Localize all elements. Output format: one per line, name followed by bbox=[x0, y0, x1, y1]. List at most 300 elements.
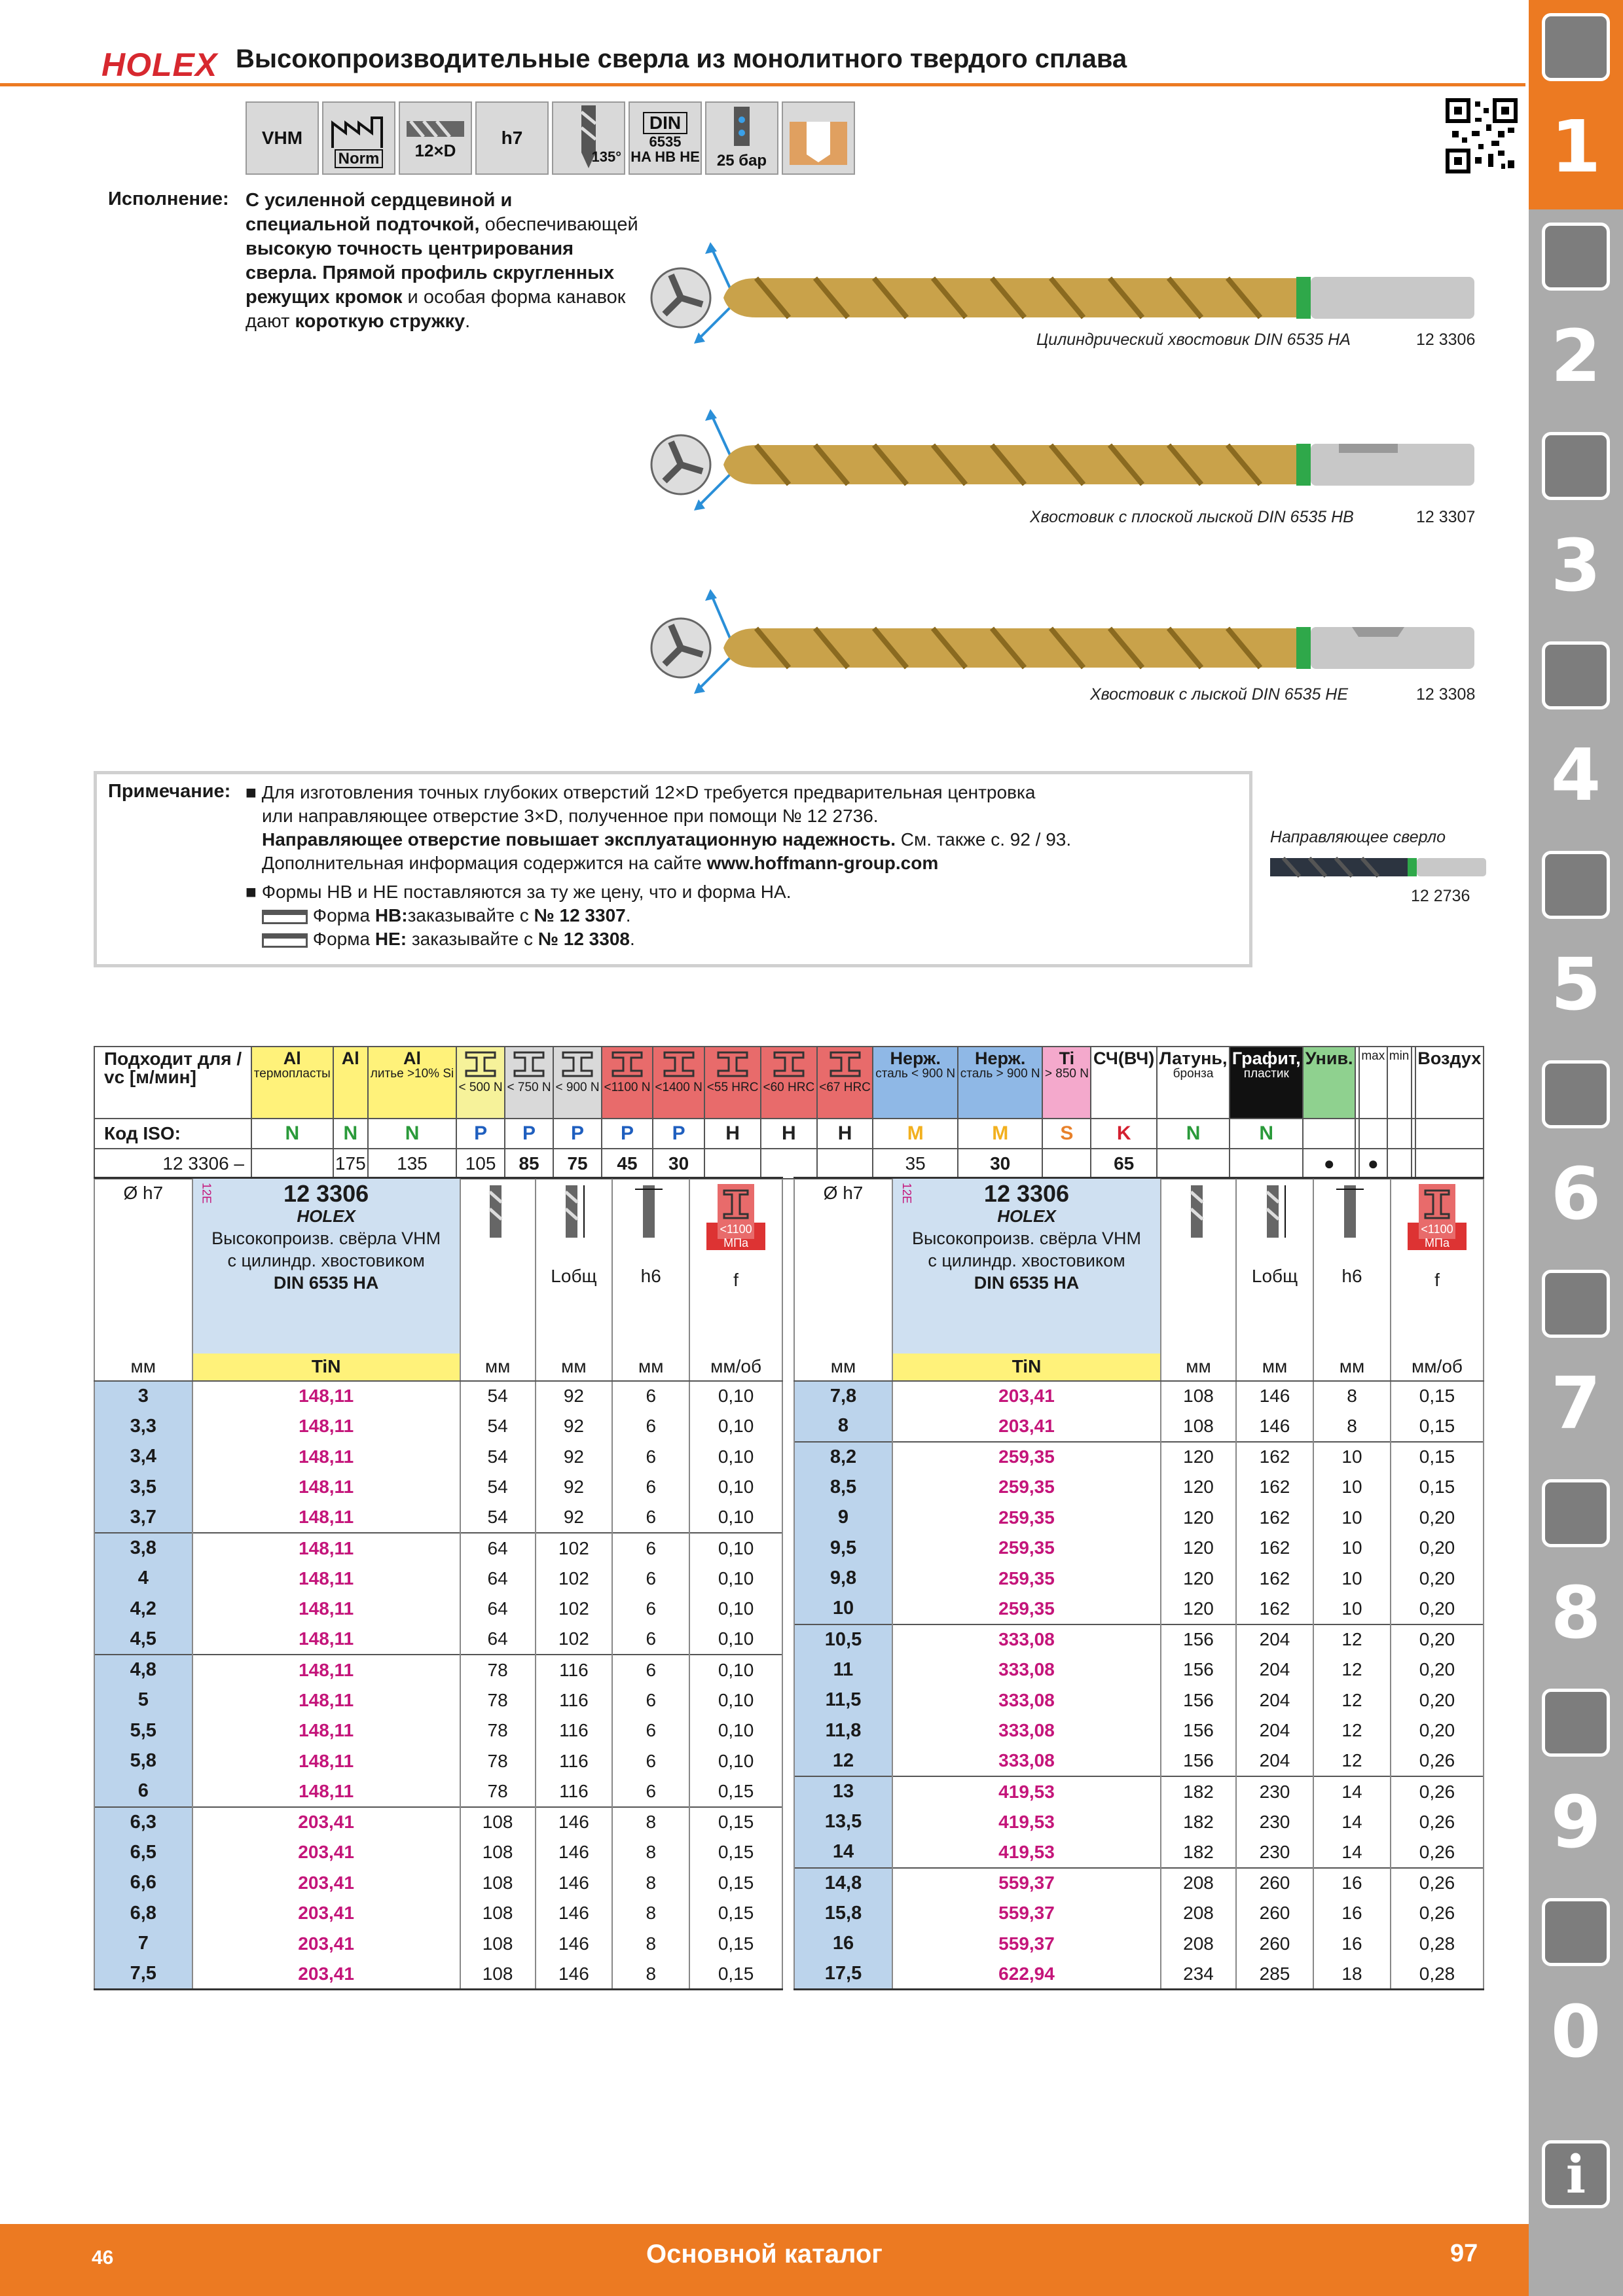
cutting-speed: 85 bbox=[505, 1149, 553, 1179]
cutting-speed bbox=[761, 1149, 817, 1179]
diameter-cell: 9,5 bbox=[794, 1533, 892, 1564]
flute-length-cell: 64 bbox=[460, 1594, 536, 1624]
material-col-9: <60 HRC bbox=[761, 1047, 817, 1119]
material-col-16: Графит, пластик bbox=[1230, 1047, 1303, 1119]
flute-length-cell: 208 bbox=[1161, 1929, 1236, 1960]
flute-length-cell: 208 bbox=[1161, 1898, 1236, 1929]
insert-icon[interactable] bbox=[1542, 223, 1610, 291]
price-cell: 203,41 bbox=[192, 1929, 460, 1960]
price-cell: 259,35 bbox=[892, 1472, 1161, 1503]
shank-diameter-cell: 10 bbox=[1313, 1594, 1391, 1624]
diameter-cell: 3,4 bbox=[94, 1442, 192, 1473]
shank-diameter-cell: 10 bbox=[1313, 1564, 1391, 1594]
flute-length-cell: 64 bbox=[460, 1564, 536, 1594]
cabinet-icon[interactable] bbox=[1542, 1689, 1610, 1757]
saw-icon[interactable] bbox=[1542, 851, 1610, 919]
flute-length-cell: 120 bbox=[1161, 1503, 1236, 1534]
total-length-cell: 162 bbox=[1236, 1564, 1313, 1594]
feed-cell: 0,20 bbox=[1391, 1685, 1484, 1716]
total-length-cell: 260 bbox=[1236, 1898, 1313, 1929]
drill-length-icon bbox=[1178, 1183, 1220, 1242]
feed-cell: 0,15 bbox=[689, 1898, 782, 1929]
table-row[interactable] bbox=[794, 1655, 1484, 1685]
material-col-19: max bbox=[1359, 1047, 1387, 1119]
flute-length-cell: 156 bbox=[1161, 1685, 1236, 1716]
feed-cell: 0,15 bbox=[1391, 1411, 1484, 1442]
diameter-cell: 5,8 bbox=[94, 1746, 192, 1777]
product-article: 12 3306 bbox=[983, 1180, 1070, 1207]
table-row[interactable] bbox=[794, 1868, 1484, 1899]
diameter-cell: 15,8 bbox=[794, 1898, 892, 1929]
unit-cell: TiN bbox=[892, 1354, 1161, 1381]
price-cell: 203,41 bbox=[192, 1868, 460, 1899]
steel-beam-icon bbox=[826, 1050, 865, 1079]
qr-code[interactable] bbox=[1446, 98, 1518, 173]
price-cell: 203,41 bbox=[192, 1807, 460, 1838]
iso-label: Код ISO: bbox=[94, 1119, 251, 1149]
shank-diameter-cell: 12 bbox=[1313, 1655, 1391, 1685]
material-col-5: < 900 N bbox=[553, 1047, 602, 1119]
shank-hb-icon bbox=[262, 910, 308, 924]
price-cell: 148,11 bbox=[192, 1715, 460, 1746]
feed-cell: 0,15 bbox=[689, 1929, 782, 1960]
feed-cell: 0,15 bbox=[1391, 1442, 1484, 1473]
feed-cell: 0,10 bbox=[689, 1381, 782, 1412]
flute-length-cell: 182 bbox=[1161, 1776, 1236, 1807]
chuck-icon[interactable] bbox=[1542, 432, 1610, 500]
diameter-cell: 12 bbox=[794, 1746, 892, 1777]
table-row[interactable] bbox=[94, 1868, 782, 1899]
material-col-13: Ti > 850 N bbox=[1042, 1047, 1091, 1119]
material-col-17: Унив. bbox=[1303, 1047, 1355, 1119]
vhm-symbol: VHM bbox=[246, 101, 319, 175]
table-row[interactable] bbox=[94, 1381, 782, 1412]
drill-article-hb: 12 3307 bbox=[1416, 508, 1476, 526]
diameter-cell: 8,5 bbox=[794, 1472, 892, 1503]
material-col-2: Al литье >10% Si bbox=[368, 1047, 456, 1119]
shank-diameter-cell: 12 bbox=[1313, 1746, 1391, 1777]
price-cell: 148,11 bbox=[192, 1381, 460, 1412]
total-length-cell: 102 bbox=[536, 1594, 613, 1624]
diameter-cell: 11 bbox=[794, 1655, 892, 1685]
table-row[interactable] bbox=[794, 1685, 1484, 1716]
diameter-cell: 6,5 bbox=[94, 1837, 192, 1868]
iso-code: N bbox=[333, 1119, 368, 1149]
unit-cell: мм bbox=[1161, 1354, 1236, 1381]
material-force-header bbox=[1391, 1178, 1484, 1354]
unit-cell: мм bbox=[94, 1354, 192, 1381]
materials-header-label: Подходит для / vc [м/мин] bbox=[94, 1047, 251, 1119]
flute-length-cell: 108 bbox=[460, 1868, 536, 1899]
shank-diameter-cell: 14 bbox=[1313, 1837, 1391, 1868]
iso-code: N bbox=[368, 1119, 456, 1149]
feed-cell: 0,10 bbox=[689, 1746, 782, 1777]
sidebar-tab-6[interactable]: 6 bbox=[1550, 1152, 1601, 1236]
total-length-cell: 116 bbox=[536, 1746, 613, 1777]
table-row[interactable] bbox=[94, 1564, 782, 1594]
diameter-cell: 17,5 bbox=[794, 1959, 892, 1990]
cutting-speed bbox=[1042, 1149, 1091, 1179]
price-cell: 333,08 bbox=[892, 1685, 1161, 1716]
table-row[interactable] bbox=[94, 1746, 782, 1777]
total-length-cell: 146 bbox=[536, 1898, 613, 1929]
table-row[interactable] bbox=[794, 1472, 1484, 1503]
coolant-drill-icon bbox=[722, 107, 761, 152]
iso-code: N bbox=[1157, 1119, 1230, 1149]
cutting-speed bbox=[1230, 1149, 1303, 1179]
total-length-cell: 260 bbox=[1236, 1929, 1313, 1960]
total-length-cell: 92 bbox=[536, 1381, 613, 1412]
material-col-11: Нерж. сталь < 900 N bbox=[873, 1047, 958, 1119]
table-row[interactable] bbox=[94, 1776, 782, 1807]
sidebar-tab-8[interactable]: 8 bbox=[1550, 1571, 1601, 1655]
table-row[interactable] bbox=[794, 1411, 1484, 1442]
price-cell: 148,11 bbox=[192, 1746, 460, 1777]
product-table-right bbox=[793, 1177, 1484, 1990]
drill-icon[interactable] bbox=[1542, 13, 1610, 81]
iso-code bbox=[1387, 1119, 1412, 1149]
total-length-icon bbox=[553, 1183, 594, 1242]
shank-diameter-icon bbox=[1331, 1183, 1373, 1242]
total-length-cell: 146 bbox=[1236, 1411, 1313, 1442]
drill-caption-ha: Цилиндрический хвостовик DIN 6535 HA bbox=[1036, 331, 1351, 349]
shank-diameter-cell: 6 bbox=[612, 1381, 689, 1412]
diameter-cell: 9 bbox=[794, 1503, 892, 1534]
product-article: 12 3306 bbox=[283, 1180, 369, 1207]
page-number-left: 46 bbox=[92, 2247, 114, 2269]
total-length-icon bbox=[1254, 1183, 1296, 1242]
cutting-speed: ● bbox=[1359, 1149, 1387, 1179]
flute-length-cell: 108 bbox=[1161, 1411, 1236, 1442]
total-length-cell: 116 bbox=[536, 1685, 613, 1716]
feed-cell: 0,26 bbox=[1391, 1898, 1484, 1929]
catalog-code: 12E bbox=[900, 1183, 913, 1204]
shank-diameter-cell: 6 bbox=[612, 1594, 689, 1624]
table-row[interactable] bbox=[794, 1594, 1484, 1624]
table-row[interactable] bbox=[794, 1929, 1484, 1960]
cutting-speed bbox=[704, 1149, 761, 1179]
total-length-cell: 285 bbox=[1236, 1959, 1313, 1990]
safety-icon[interactable] bbox=[1542, 1898, 1610, 1966]
price-cell: 203,41 bbox=[192, 1837, 460, 1868]
cutting-speed: 135 bbox=[368, 1149, 456, 1179]
total-length-cell: 92 bbox=[536, 1503, 613, 1534]
info-icon[interactable]: i bbox=[1542, 2140, 1610, 2208]
guide-drill-article: 12 2736 bbox=[1411, 887, 1470, 905]
material-force-header bbox=[689, 1178, 782, 1354]
shank-diameter-cell: 6 bbox=[612, 1533, 689, 1564]
table-row[interactable] bbox=[94, 1685, 782, 1716]
material-col-1: Al bbox=[333, 1047, 368, 1119]
table-row[interactable] bbox=[94, 1837, 782, 1868]
workshop-icon[interactable] bbox=[1542, 1479, 1610, 1547]
factory-icon bbox=[329, 117, 388, 149]
cutting-speed: 175 bbox=[333, 1149, 368, 1179]
table-row[interactable] bbox=[794, 1381, 1484, 1412]
price-cell: 333,08 bbox=[892, 1655, 1161, 1685]
iso-code: M bbox=[873, 1119, 958, 1149]
feed-cell: 0,20 bbox=[1391, 1533, 1484, 1564]
material-col-0: Al термопласты bbox=[251, 1047, 333, 1119]
diameter-cell: 4,2 bbox=[94, 1594, 192, 1624]
total-length-cell: 162 bbox=[1236, 1594, 1313, 1624]
length-ratio-symbol: 12×D bbox=[399, 101, 472, 175]
table-row[interactable] bbox=[94, 1472, 782, 1503]
product-header bbox=[192, 1178, 460, 1354]
unit-cell: TiN bbox=[192, 1354, 460, 1381]
shank-diameter-cell: 16 bbox=[1313, 1868, 1391, 1899]
price-cell: 148,11 bbox=[192, 1442, 460, 1473]
table-row[interactable] bbox=[794, 1959, 1484, 1990]
drill-length-header bbox=[460, 1178, 536, 1354]
table-row[interactable] bbox=[94, 1655, 782, 1685]
material-col-15: Латунь, бронза bbox=[1157, 1047, 1230, 1119]
table-row[interactable] bbox=[794, 1564, 1484, 1594]
cutting-speed bbox=[251, 1149, 333, 1179]
note-label: Примечание: bbox=[108, 781, 231, 802]
drill-image-he bbox=[645, 586, 1489, 704]
iso-code: P bbox=[553, 1119, 602, 1149]
table-row[interactable] bbox=[94, 1533, 782, 1564]
diameter-cell: 3,3 bbox=[94, 1411, 192, 1442]
diameter-cell: 3,7 bbox=[94, 1503, 192, 1534]
pliers-icon[interactable] bbox=[1542, 1270, 1610, 1338]
wrench-icon[interactable] bbox=[1542, 1060, 1610, 1128]
material-col-7: <1400 N bbox=[653, 1047, 704, 1119]
steel-beam-icon bbox=[608, 1050, 647, 1079]
shank-diameter-cell: 12 bbox=[1313, 1685, 1391, 1716]
table-row[interactable] bbox=[94, 1442, 782, 1473]
feed-cell: 0,15 bbox=[689, 1868, 782, 1899]
sidebar-tab-7[interactable]: 7 bbox=[1550, 1361, 1601, 1445]
force-limit: <1100 МПа bbox=[1408, 1223, 1467, 1250]
feed-cell: 0,10 bbox=[689, 1594, 782, 1624]
feed-cell: 0,26 bbox=[1391, 1868, 1484, 1899]
steel-beam-icon bbox=[509, 1050, 549, 1079]
table-row[interactable] bbox=[794, 1715, 1484, 1746]
sidebar-tab-5[interactable]: 5 bbox=[1550, 942, 1601, 1026]
table-row[interactable] bbox=[794, 1807, 1484, 1838]
holex-logo: HOLEX bbox=[297, 1206, 356, 1226]
price-cell: 333,08 bbox=[892, 1715, 1161, 1746]
cutting-speed: 105 bbox=[456, 1149, 505, 1179]
diameter-cell: 16 bbox=[794, 1929, 892, 1960]
flute-length-cell: 120 bbox=[1161, 1472, 1236, 1503]
table-row[interactable] bbox=[794, 1837, 1484, 1868]
sidebar-tab-3[interactable]: 3 bbox=[1550, 524, 1601, 607]
cutting-speed bbox=[817, 1149, 873, 1179]
flute-length-cell: 64 bbox=[460, 1624, 536, 1655]
cutting-speed: 35 bbox=[873, 1149, 958, 1179]
table-row[interactable] bbox=[94, 1715, 782, 1746]
price-cell: 203,41 bbox=[192, 1898, 460, 1929]
table-row[interactable] bbox=[794, 1776, 1484, 1807]
flute-length-cell: 108 bbox=[460, 1898, 536, 1929]
drill-article-he: 12 3308 bbox=[1416, 685, 1476, 704]
sidebar-tab-4[interactable]: 4 bbox=[1550, 733, 1601, 817]
price-cell: 559,37 bbox=[892, 1898, 1161, 1929]
iso-code bbox=[1415, 1119, 1484, 1149]
table-row[interactable] bbox=[94, 1898, 782, 1929]
symbol-row bbox=[246, 101, 855, 175]
execution-description: С усиленной сердцевиной и специальной подточкой, обеспечивающей высокую точность центрирования сверла. Прямой профиль скругленных режущих кромок и особая форма канавок дают короткую стружку. bbox=[246, 190, 638, 332]
diameter-cell: 7 bbox=[94, 1929, 192, 1960]
table-row[interactable] bbox=[794, 1898, 1484, 1929]
price-cell: 419,53 bbox=[892, 1807, 1161, 1838]
total-length-cell: 230 bbox=[1236, 1807, 1313, 1838]
material-col-3: < 500 N bbox=[456, 1047, 505, 1119]
total-length-cell: 146 bbox=[536, 1837, 613, 1868]
price-cell: 333,08 bbox=[892, 1624, 1161, 1655]
material-col-10: <67 HRC bbox=[817, 1047, 873, 1119]
total-length-cell: 260 bbox=[1236, 1868, 1313, 1899]
feed-cell: 0,10 bbox=[689, 1533, 782, 1564]
material-col-20: min bbox=[1387, 1047, 1412, 1119]
diameter-cell: 11,5 bbox=[794, 1685, 892, 1716]
cutting-speed: 30 bbox=[958, 1149, 1043, 1179]
flute-length-cell: 156 bbox=[1161, 1746, 1236, 1777]
blind-hole-icon bbox=[787, 109, 850, 168]
price-cell: 148,11 bbox=[192, 1503, 460, 1534]
table-row[interactable] bbox=[794, 1503, 1484, 1534]
table-row[interactable] bbox=[94, 1807, 782, 1838]
total-length-cell: 102 bbox=[536, 1533, 613, 1564]
table-row[interactable] bbox=[794, 1746, 1484, 1777]
steel-beam-icon bbox=[713, 1050, 752, 1079]
product-desc-1: Высокопроизв. свёрла VHM bbox=[211, 1229, 441, 1248]
feed-cell: 0,15 bbox=[1391, 1472, 1484, 1503]
unit-cell: мм bbox=[1313, 1354, 1391, 1381]
diameter-cell: 13,5 bbox=[794, 1807, 892, 1838]
steel-beam-icon bbox=[461, 1050, 500, 1079]
shank-diameter-cell: 6 bbox=[612, 1655, 689, 1685]
diameter-cell: 7,8 bbox=[794, 1381, 892, 1412]
flute-length-cell: 78 bbox=[460, 1685, 536, 1716]
feed-cell: 0,28 bbox=[1391, 1959, 1484, 1990]
cutting-speed bbox=[1415, 1149, 1484, 1179]
sidebar-tab-1[interactable]: 1 bbox=[1550, 105, 1601, 188]
drill-length-icon bbox=[477, 1183, 519, 1242]
table-row[interactable] bbox=[794, 1624, 1484, 1655]
brand-logo: HOLEX bbox=[101, 46, 218, 83]
tolerance-symbol: h7 bbox=[475, 101, 549, 175]
flute-length-cell: 78 bbox=[460, 1715, 536, 1746]
price-cell: 559,37 bbox=[892, 1868, 1161, 1899]
price-cell: 148,11 bbox=[192, 1776, 460, 1807]
price-cell: 259,35 bbox=[892, 1564, 1161, 1594]
shank-diameter-cell: 12 bbox=[1313, 1715, 1391, 1746]
execution-label: Исполнение: bbox=[108, 188, 229, 209]
flute-length-cell: 156 bbox=[1161, 1715, 1236, 1746]
iso-code bbox=[1303, 1119, 1355, 1149]
hole-type-symbol bbox=[782, 101, 855, 175]
total-length-cell: 204 bbox=[1236, 1746, 1313, 1777]
table-row[interactable] bbox=[94, 1411, 782, 1442]
total-length-cell: 146 bbox=[536, 1929, 613, 1960]
cutting-speed: 65 bbox=[1091, 1149, 1156, 1179]
diameter-cell: 14,8 bbox=[794, 1868, 892, 1899]
sidebar-tab-0[interactable]: 0 bbox=[1550, 1990, 1601, 2073]
diameter-header: Ø h7 bbox=[94, 1178, 192, 1354]
flute-length-cell: 120 bbox=[1161, 1594, 1236, 1624]
table-row[interactable] bbox=[94, 1929, 782, 1960]
price-cell: 203,41 bbox=[892, 1381, 1161, 1412]
shank-diameter-cell: 10 bbox=[1313, 1503, 1391, 1534]
iso-code: P bbox=[505, 1119, 553, 1149]
shank-diameter-cell: 6 bbox=[612, 1776, 689, 1807]
flute-length-cell: 234 bbox=[1161, 1959, 1236, 1990]
total-length-cell: 162 bbox=[1236, 1442, 1313, 1473]
price-cell: 419,53 bbox=[892, 1837, 1161, 1868]
feed-cell: 0,20 bbox=[1391, 1655, 1484, 1685]
shank-diameter-cell: 14 bbox=[1313, 1807, 1391, 1838]
price-cell: 259,35 bbox=[892, 1503, 1161, 1534]
catalog-code: 12E bbox=[200, 1183, 213, 1204]
shank-diameter-cell: 10 bbox=[1313, 1442, 1391, 1473]
table-row[interactable] bbox=[94, 1594, 782, 1624]
total-length-cell: 146 bbox=[1236, 1381, 1313, 1412]
total-length-cell: 204 bbox=[1236, 1685, 1313, 1716]
price-cell: 419,53 bbox=[892, 1776, 1161, 1807]
flute-length-cell: 54 bbox=[460, 1381, 536, 1412]
column-label: Lобщ bbox=[551, 1266, 597, 1286]
shank-diameter-cell: 16 bbox=[1313, 1929, 1391, 1960]
feed-cell: 0,10 bbox=[689, 1503, 782, 1534]
table-row[interactable] bbox=[794, 1442, 1484, 1473]
cutting-speed bbox=[1157, 1149, 1230, 1179]
iso-code: P bbox=[456, 1119, 505, 1149]
material-col-22: Воздух bbox=[1415, 1047, 1484, 1119]
price-cell: 148,11 bbox=[192, 1411, 460, 1442]
price-cell: 559,37 bbox=[892, 1929, 1161, 1960]
table-row[interactable] bbox=[94, 1624, 782, 1655]
iso-code: N bbox=[1230, 1119, 1303, 1149]
feed-cell: 0,26 bbox=[1391, 1837, 1484, 1868]
feed-cell: 0,10 bbox=[689, 1411, 782, 1442]
diameter-cell: 6,6 bbox=[94, 1868, 192, 1899]
diameter-header: Ø h7 bbox=[794, 1178, 892, 1354]
unit-cell: мм bbox=[612, 1354, 689, 1381]
flute-length-cell: 182 bbox=[1161, 1837, 1236, 1868]
sidebar-tab-9[interactable]: 9 bbox=[1550, 1780, 1601, 1864]
force-limit: <1100 МПа bbox=[706, 1223, 765, 1250]
total-length-cell: 92 bbox=[536, 1411, 613, 1442]
price-cell: 148,11 bbox=[192, 1594, 460, 1624]
steel-beam-icon bbox=[659, 1050, 699, 1079]
unit-cell: мм bbox=[1236, 1354, 1313, 1381]
table-row[interactable] bbox=[794, 1533, 1484, 1564]
diameter-cell: 6,8 bbox=[94, 1898, 192, 1929]
article-label: 12 3306 – bbox=[94, 1149, 251, 1179]
feed-cell: 0,20 bbox=[1391, 1624, 1484, 1655]
shank-diameter-cell: 6 bbox=[612, 1503, 689, 1534]
product-desc-3: DIN 6535 HA bbox=[974, 1273, 1080, 1293]
caliper-icon[interactable] bbox=[1542, 641, 1610, 709]
feed-cell: 0,26 bbox=[1391, 1746, 1484, 1777]
page-number-right: 97 bbox=[1450, 2240, 1478, 2267]
drill-profile-icon bbox=[404, 116, 467, 142]
table-row[interactable] bbox=[94, 1503, 782, 1534]
shank-diameter-cell: 14 bbox=[1313, 1776, 1391, 1807]
total-length-cell: 146 bbox=[536, 1868, 613, 1899]
unit-cell: мм/об bbox=[1391, 1354, 1484, 1381]
guide-drill-image bbox=[1270, 854, 1486, 880]
table-row[interactable] bbox=[94, 1959, 782, 1990]
sidebar-tab-2[interactable]: 2 bbox=[1550, 314, 1601, 398]
total-length-cell: 204 bbox=[1236, 1655, 1313, 1685]
steel-beam-icon bbox=[769, 1050, 809, 1079]
iso-code: H bbox=[704, 1119, 761, 1149]
